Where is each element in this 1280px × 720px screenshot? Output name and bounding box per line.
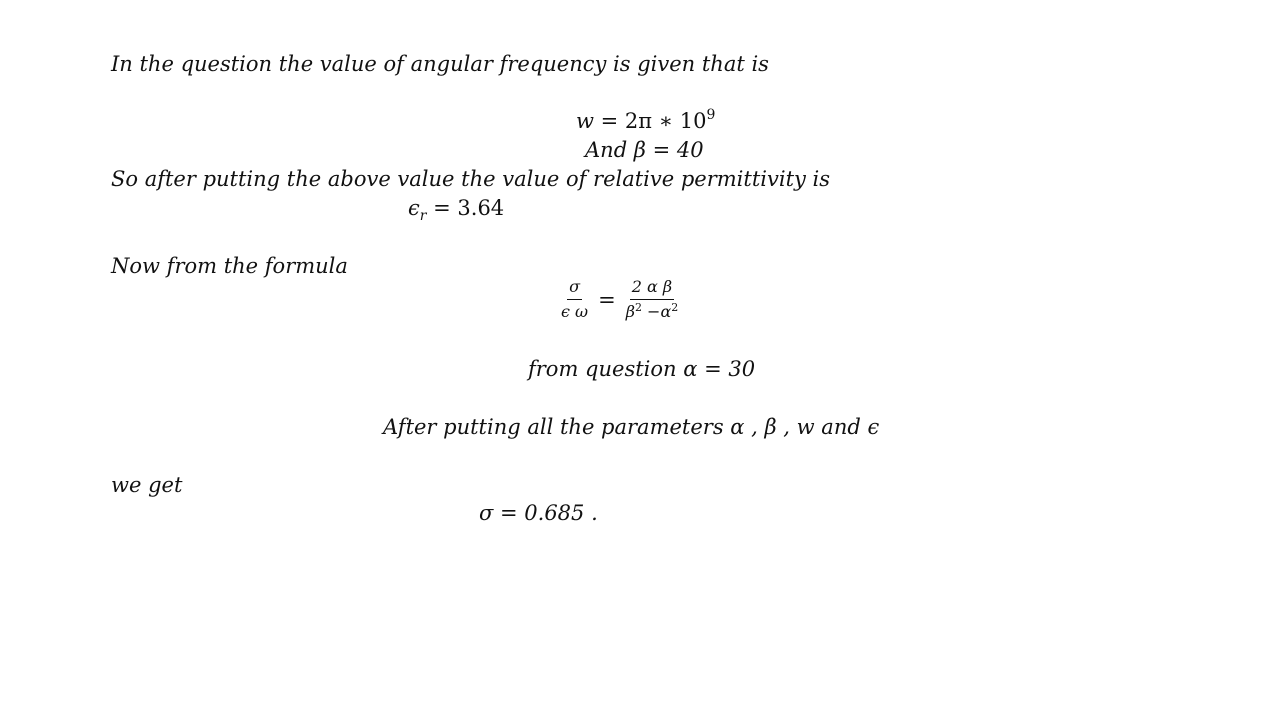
lhs-denominator: ϵ ω bbox=[561, 302, 589, 321]
rhs-denominator bbox=[624, 300, 681, 321]
omega-exponent: 9 bbox=[706, 107, 716, 123]
conductivity-formula bbox=[559, 278, 680, 321]
omega-expression: = 2π ∗ 10 bbox=[593, 109, 707, 133]
epsilon-subscript: r bbox=[419, 208, 427, 224]
rhs-den-beta: β bbox=[625, 302, 635, 321]
epsilon-equation bbox=[408, 195, 505, 224]
rhs-fraction bbox=[624, 278, 681, 321]
we-get-line: we get bbox=[111, 473, 183, 497]
rhs-den-alpha-exponent: 2 bbox=[671, 301, 679, 314]
beta-equation: And β = 40 bbox=[585, 138, 704, 162]
result-equation: σ = 0.685 . bbox=[479, 501, 598, 525]
epsilon-symbol: ϵ bbox=[408, 196, 420, 220]
omega-variable: w bbox=[576, 109, 594, 133]
rhs-numerator: 2 α β bbox=[630, 278, 674, 300]
lhs-fraction bbox=[559, 278, 590, 321]
intro-line: In the question the value of angular frequency is given that is bbox=[111, 52, 769, 76]
putting-line: So after putting the above value the value of relative permittivity is bbox=[111, 167, 831, 191]
formula-equals: = bbox=[598, 287, 616, 312]
omega-equation bbox=[576, 108, 715, 134]
epsilon-value: = 3.64 bbox=[426, 196, 505, 220]
rhs-den-minus-alpha: −α bbox=[641, 302, 672, 321]
alpha-from-question: from question α = 30 bbox=[528, 357, 756, 381]
rhs-den-beta-exponent: 2 bbox=[634, 301, 642, 314]
lhs-numerator: σ bbox=[567, 278, 582, 300]
after-putting-line: After putting all the parameters α , β , w and ϵ bbox=[383, 415, 880, 439]
formula-intro-line: Now from the formula bbox=[111, 254, 348, 278]
